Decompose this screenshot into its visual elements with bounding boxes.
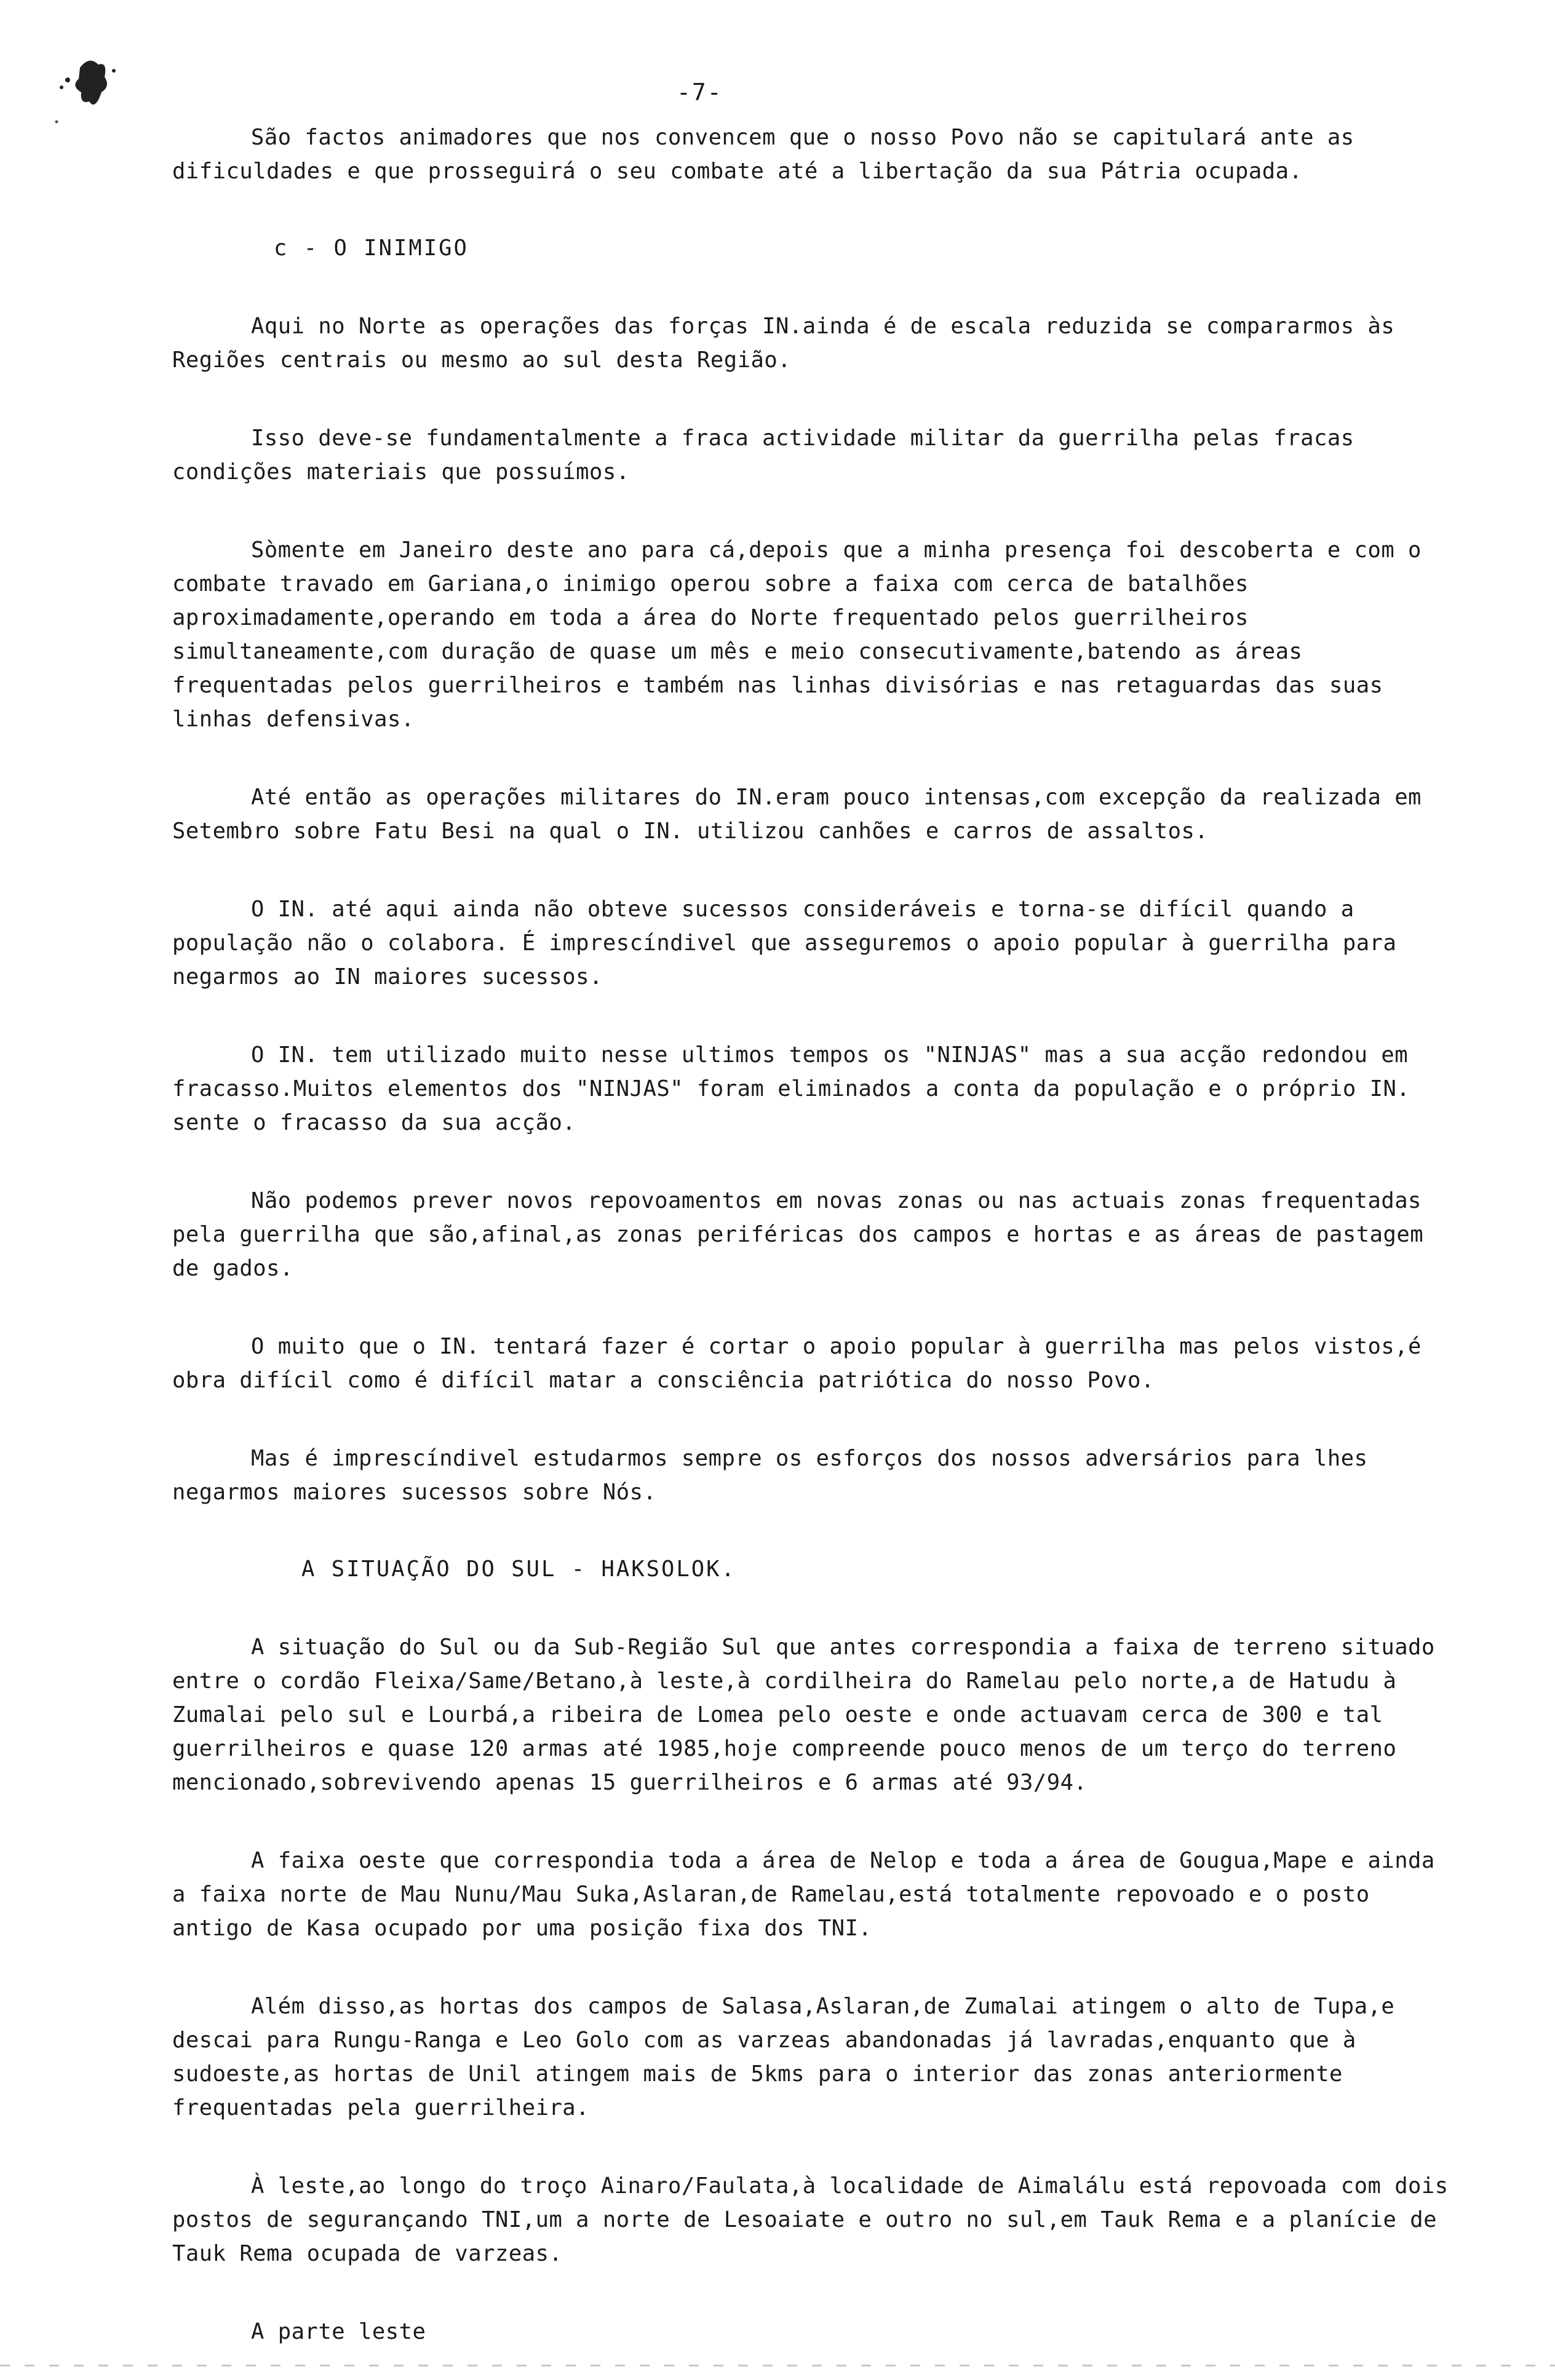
- paragraph-hortas: Além disso,as hortas dos campos de Salasa,Aslaran,de Zumalai atingem o alto de Tupa,e descai para Rungu-Ranga e Leo Golo com as varzeas abandonadas já lavradas,enquanto que à sudoeste,as hortas de Unil atingem mais de 5kms para o interior das zonas anteriormente frequentadas pela guerrilheira.: [172, 1994, 1395, 2120]
- paragraph-east-part: A parte leste: [251, 2319, 426, 2344]
- paragraph-weak-activity: Isso deve-se fundamentalmente a fraca actividade militar da guerrilha pelas fracas condições materiais que possuímos.: [172, 426, 1354, 485]
- paragraph-until-then: Até então as operações militares do IN.eram pouco intensas,com excepção da realizada em Setembro sobre Fatu Besi na qual o IN. utilizou canhões e carros de assaltos.: [172, 785, 1422, 844]
- ink-smudge-mark: [43, 43, 135, 129]
- section-heading-enemy: c - O INIMIGO: [274, 236, 469, 261]
- paragraph-cut-support: O muito que o IN. tentará fazer é cortar o apoio popular à guerrilha mas pelos vistos,é obra difícil como é difícil matar a consciência patriótica do nosso Povo.: [172, 1334, 1422, 1393]
- section-heading-south: A SITUAÇÃO DO SUL - HAKSOLOK.: [301, 1557, 736, 1582]
- paragraph-ninjas: O IN. tem utilizado muito nesse ultimos tempos os "NINJAS" mas a sua acção redondou em fracasso.Muitos elementos dos "NINJAS" foram eliminados a conta da população e o próprio IN. sente o fracasso da sua acção.: [172, 1042, 1410, 1135]
- page-number: -7-: [677, 79, 723, 106]
- paragraph-west-strip: A faixa oeste que correspondia toda a área de Nelop e toda a área de Gougua,Mape e ainda a faixa norte de Mau Nunu/Mau Suka,Aslaran,de Ramelau,está totalmente repovoado e o posto antigo de Kasa ocupado por uma posição fixa dos TNI.: [172, 1848, 1435, 1941]
- paragraph-no-success: O IN. até aqui ainda não obteve sucessos consideráveis e torna-se difícil quando a população não o colabora. É imprescíndivel que asseguremos o apoio popular à guerrilha para negarmos ao IN maiores sucessos.: [172, 897, 1397, 990]
- scan-edge-line: [0, 2365, 1555, 2366]
- paragraph-east: À leste,ao longo do troço Ainaro/Faulata,à localidade de Aimalálu está repovoada com dois postos de segurançando TNI,um a norte de Lesoaiate e outro no sul,em Tauk Rema e a planície de Tauk Rema ocupada de varzeas.: [172, 2173, 1449, 2266]
- paragraph-january-operations: Sòmente em Janeiro deste ano para cá,depois que a minha presença foi descoberta e com o combate travado em Gariana,o inimigo operou sobre a faixa com cerca de batalhões aproximadamente,operando em toda a área do Norte frequentado pelos guerrilheiros simultaneamente,com duração de quase um mês e meio consecutivamente,batendo as áreas frequentadas pelos guerrilheiros e também nas linhas divisórias e nas retaguardas das suas linhas defensivas.: [172, 537, 1422, 732]
- paragraph-south-situation: A situação do Sul ou da Sub-Região Sul que antes correspondia a faixa de terreno situado entre o cordão Fleixa/Same/Betano,à leste,à cordilheira do Ramelau pelo norte,a de Hatudu à Zumalai pelo sul e Lourbá,a ribeira de Lomea pelo oeste e onde actuavam cerca de 300 e tal guerrilheiros e quase 120 armas até 1985,hoje compreende pouco menos de um terço do terreno mencionado,sobrevivendo apenas 15 guerrilheiros e 6 armas até 93/94.: [172, 1635, 1435, 1795]
- paragraph-north-operations: Aqui no Norte as operações das forças IN.ainda é de escala reduzida se compararmos às Regiões centrais ou mesmo ao sul desta Região.: [172, 314, 1395, 373]
- paragraph-positive-facts: São factos animadores que nos convencem que o nosso Povo não se capitulará ante as dificuldades e que prosseguirá o seu combate até a libertação da sua Pátria ocupada.: [172, 125, 1354, 184]
- document-body: [172, 121, 1452, 2349]
- paragraph-study-efforts: Mas é imprescíndivel estudarmos sempre os esforços dos nossos adversários para lhes negarmos maiores sucessos sobre Nós.: [172, 1446, 1368, 1505]
- paragraph-repopulation: Não podemos prever novos repovoamentos em novas zonas ou nas actuais zonas frequentadas pela guerrilha que são,afinal,as zonas periféricas dos campos e hortas e as áreas de pastagem de gados.: [172, 1188, 1424, 1281]
